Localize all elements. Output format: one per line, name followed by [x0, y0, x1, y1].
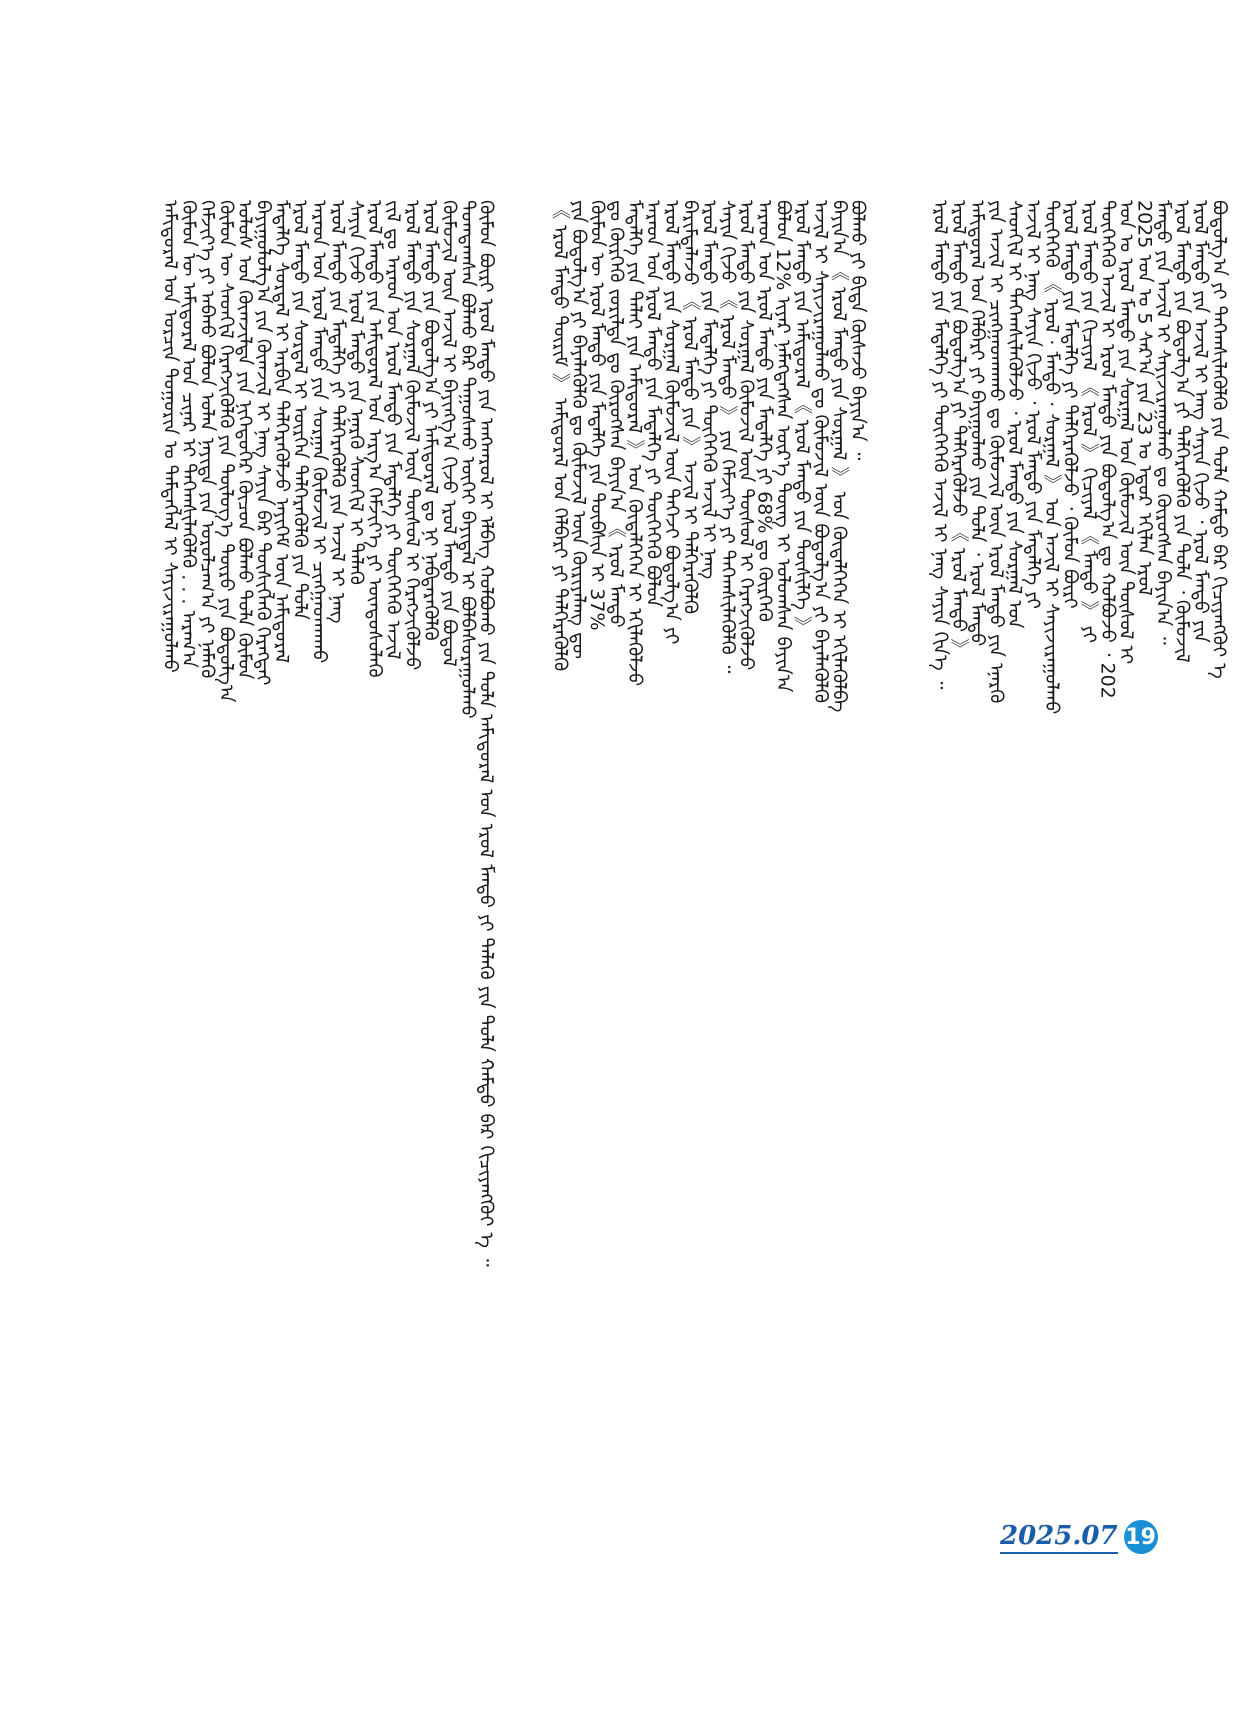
text-line: ᠪᠠᠶᠢᠨ᠎ᠠ 《 ᠡᠷᠦᠯ ᠮᠡᠨᠳᠦ ᠶᠢᠨ ᠰᠤᠷᠭᠠᠯ 》 ᠤᠨ ᠬᠥᠳᠡᠯᠭᠡᠭᠡᠨ ᠢ ᠡᠬᠢᠯᠡᠭᠦᠯᠪᠡ	[828, 200, 850, 713]
text-line: 《 ᠡᠷᠦᠯ ᠮᠡᠨᠳᠦ ᠳᠦᠷᠢᠮ 》 ᠠᠮᠢᠳᠤᠷᠠᠯ ᠤᠨ ᠬᠡᠯᠪᠡᠷᠢ ᠶᠢ ᠳᠡᠯᠭᠡᠷᠡᠭᠦᠯᠬᠦ	[549, 200, 571, 672]
text-line: ᠬᠡᠮᠵᠢᠶ᠎ᠡ ᠶᠢ ᠠᠪᠬᠤ ᠪᠣᠯᠣᠨ ᠣᠯᠠᠨ ᠨᠡᠶᠢᠲᠡ ᠶᠢᠨ ᠣᠷᠣᠯᠴᠠᠭ᠎ᠠ ᠶᠢ ᠨᠡᠮᠡᠬᠦ	[196, 200, 219, 679]
text-line: ᠮᠡᠨᠳᠦ ᠶᠢᠨ ᠠᠵᠢᠯ ᠢ ᠰᠠᠶᠢᠵᠢᠷᠠᠭᠤᠯᠬᠤ ᠳᠤ ᠬᠦᠷᠦᠭᠰᠡᠨ ᠪᠠᠶᠢᠨ᠎ᠠ ᠃	[1152, 200, 1175, 645]
text-line: ᠠᠵᠢᠯ ᠢ ᠨᠡᠩ ᠰᠠᠶᠢᠨ ᠬᠢᠵᠦ ᠂ ᠡᠷᠦᠯ ᠮᠡᠨᠳᠦ ᠶᠢᠨ ᠮᠡᠳᠡᠯᠭᠡ ᠶᠢ	[1022, 200, 1044, 609]
text-line: ᠰᠠᠶᠢᠨ ᠬᠢᠵᠦ ᠡᠷᠦᠯ ᠮᠡᠨᠳᠦ ᠶᠢᠨ ᠡᠨᠡᠷᠭᠦ ᠰᠡᠳᠬᠢᠯ ᠢ ᠲᠡᠯᠡᠬᠦ	[345, 200, 367, 585]
text-line: ᠶᠢᠨ ᠠᠵᠢᠯ ᠢ ᠴᠢᠩᠭᠠᠳᠬᠠᠬᠤ ᠳᠤ ᠬᠥᠮᠦᠵᠢᠯ ᠦᠨ ᠡᠷᠦᠯ ᠮᠡᠨᠳᠦ ᠶᠢᠨ ᠡᠨᠡᠷᠭᠦ	[984, 200, 1007, 704]
text-line: ᠡᠷᠦᠯ ᠮᠡᠨᠳᠦ ᠶᠢᠨ ᠮᠡᠳᠡᠯᠭᠡ ᠶᠢ ᠳᠡᠯᠭᠡᠷᠡᠭᠦᠯᠬᠦ ᠶᠢᠨ ᠠᠵᠢᠯ ᠢ ᠨᠡᠩ	[326, 200, 349, 624]
text-line: ᠣᠨ ᠤ ᠡᠷᠦᠯ ᠮᠡᠨᠳᠦ ᠶᠢᠨ ᠰᠤᠷᠭᠠᠯ ᠤᠨ ᠬᠥᠮᠦᠵᠢᠯ ᠦᠨ ᠲᠥᠰᠥᠯ ᠢ	[1115, 200, 1137, 665]
text-line: ᠡᠷᠦᠯ ᠮᠡᠨᠳᠦ ᠶᠢᠨ ᠠᠮᠢᠳᠤᠷᠠᠯ 《 ᠡᠷᠦᠯ ᠮᠡᠨᠳᠦ ᠶᠢᠨ ᠲᠦᠰᠢᠯᠭᠡ 》	[790, 200, 813, 635]
text-column-2	[540, 0, 880, 1718]
text-line: 2025 ᠣᠨ ᠤ 5 ᠰᠠᠷ᠎ᠠ ᠶᠢᠨ 23 ᠤ ᠡᠳᠦᠷ ᠡᠬᠢᠯᠡᠨ ᠡᠷᠦᠯ	[1133, 200, 1156, 596]
text-line: ᠡᠷᠦᠯ ᠮᠡᠨᠳᠦ ᠶᠢᠨ ᠰᠤᠷᠭᠠᠯ ᠬᠥᠮᠦᠵᠢᠯ ᠦᠨ ᠲᠥᠰᠥᠯ ᠢ ᠬᠡᠷᠡᠭᠵᠢᠭᠦᠯᠵᠦ	[400, 200, 423, 671]
text-line: ᠡᠷᠦᠯ ᠮᠡᠨᠳᠦ ᠶᠢᠨ ᠠᠮᠢᠳᠤᠷᠠᠯ ᠤᠨ ᠠᠷᠭ᠎ᠠ ᠬᠡᠮᠵᠢᠶ᠎ᠡ ᠶᠢ ᠦᠨᠳᠦᠰᠦᠯᠡᠬᠦ	[363, 200, 386, 678]
text-line: ᠡᠷᠦᠯ ᠮᠡᠨᠳᠦ ᠶᠢᠨ ᠬᠢᠴᠢᠶᠡᠯ 《 ᠡᠷᠦᠯ 》 ᠬᠢᠴᠢᠶᠡᠯ 《 ᠮᠡᠨᠳᠦ 》 ᠶᠢ	[1077, 200, 1100, 644]
text-line: ᠵᠢᠯ ᠳᠤ ᠠᠷᠠᠳ ᠤᠨ ᠡᠷᠦᠯ ᠮᠡᠨᠳᠦ ᠶᠢᠨ ᠮᠡᠳᠡᠯᠭᠡ ᠶᠢ ᠲᠦᠭᠡᠬᠡᠬᠦ ᠠᠵᠢᠯ	[382, 200, 405, 660]
page-number-badge	[1124, 1520, 1158, 1554]
text-line: ᠠᠮᠢᠳᠤᠷᠠᠯ ᠤᠨ ᠣᠷᠴᠢᠨ ᠲᠣᠭᠣᠷᠢᠨ ᠤ ᠲᠡᠮᠳᠡᠭᠯᠡᠯ ᠢ ᠰᠠᠶᠢᠵᠢᠷᠠᠭᠤᠯᠬᠤ	[159, 200, 181, 673]
text-column-3	[920, 0, 1260, 1718]
text-line: ᠡᠷᠦᠯ ᠮᠡᠨᠳᠦ ᠶᠢᠨ ᠰᠤᠷᠭᠠᠯ ᠬᠥᠮᠦᠵᠢᠯ ᠦᠨ ᠲᠥᠰᠥᠯ ᠢ ᠬᠡᠷᠡᠭᠵᠢᠭᠦᠯᠵᠦ	[735, 200, 757, 671]
text-column-1	[150, 0, 498, 1718]
text-line: ᠬᠦᠮᠦᠨ ᠪᠦᠷᠢ ᠡᠷᠦᠯ ᠮᠡᠨᠳᠦ ᠶᠢᠨ ᠠᠩᠬᠠᠷᠤᠯ ᠢ ᠡᠯᠪᠡᠭ ᠬᠣᠯᠪᠣᠬᠤ ᠶᠢᠨ ᠲᠤᠯᠠ ᠠᠮᠢᠳᠤᠷᠠᠯ ᠤᠨ ᠡᠷᠦᠯ ᠮᠡᠨᠳᠦ ᠶᠢ ᠲᠡᠯᠡᠬᠦ ᠶᠢᠨ ᠲᠤᠯᠠ ᠬᠠᠮᠲᠤ ᠪᠠᠷ ᠬᠢᠴᠢᠶᠡᠩᠭᠦᠢ ᠡ ᠃	[475, 200, 498, 1267]
text-line: ᠪᠣᠯᠣᠨ 12% ᠢᠶᠡᠷ ᠨᠡᠮᠡᠭᠳᠡᠭᠰᠡᠨ ᠦᠷ᠎ᠡ ᠳᠦᠩ ᠢ ᠣᠯᠤᠭᠰᠠᠨ ᠪᠠᠶᠢᠨ᠎ᠠ	[772, 200, 795, 693]
text-line: ᠪᠣᠯᠬᠤ ᠶᠢ ᠪᠢᠳᠡ ᠬᠦᠰᠡᠵᠦ ᠪᠠᠶᠢᠨ᠎ᠠ ᠃	[846, 200, 869, 461]
text-line: ᠠᠷᠠᠳ ᠤᠨ ᠡᠷᠦᠯ ᠮᠡᠨᠳᠦ ᠶᠢᠨ ᠮᠡᠳᠡᠯᠭᠡ ᠶᠢ 68% ᠳᠤ ᠬᠦᠷᠭᠡᠬᠦ	[753, 200, 776, 622]
text-line: ᠠᠷᠠᠳ ᠤᠨ ᠡᠷᠦᠯ ᠮᠡᠨᠳᠦ ᠶᠢᠨ ᠰᠤᠷᠭᠠᠨ ᠬᠥᠮᠦᠵᠢᠯ ᠢ ᠴᠢᠩᠭᠠᠳᠬᠠᠬᠤ	[307, 200, 330, 664]
text-line: ᠡᠷᠦᠯ ᠮᠡᠨᠳᠦ ᠶᠢᠨ ᠪᠣᠳᠣᠯᠭ᠎ᠠ ᠶᠢ ᠳᠡᠯᠭᠡᠷᠡᠭᠦᠯᠬᠦ ᠶᠢᠨ ᠲᠤᠯᠠ ᠂ ᠬᠥᠮᠦᠵᠢᠯ	[1170, 200, 1193, 663]
text-line: ᠲᠦᠭᠡᠭᠡᠬᠦ ᠠᠵᠢᠯ ᠢ ᠡᠷᠦᠯ ᠮᠡᠨᠳᠦ ᠶᠢᠨ ᠪᠣᠳᠣᠯᠭ᠎ᠠ ᠳᠤ ᠬᠣᠯᠪᠣᠵᠤ ᠂ 202	[1096, 200, 1119, 699]
text-line: ᠶᠢᠨ ᠪᠣᠳᠣᠯᠭ᠎ᠠ ᠶᠢ ᠪᠡᠶᠡᠯᠡᠭᠦᠯᠬᠦ ᠳᠤ ᠬᠥᠮᠦᠵᠢᠯ ᠦᠨ ᠬᠦᠷᠢᠶᠡᠯᠡᠩ ᠳᠦ	[567, 200, 590, 660]
text-line: ᠤᠯᠤᠰ ᠤᠨ ᠬᠥᠭ᠍ᠵᠢᠯᠲᠡ ᠶᠢᠨ ᠨᠢᠭᠡᠳᠦᠭᠡᠷ ᠬᠦᠴᠦᠨ ᠪᠣᠯᠬᠤ ᠲᠤᠯᠠ ᠬᠦᠮᠦᠨ	[233, 200, 256, 680]
text-line: ᠳᠤ ᠬᠦᠷᠭᠡᠬᠦ ᠵᠣᠷᠢᠯᠲᠠ ᠳᠤ ᠬᠦᠷᠦᠭᠰᠡᠨ ᠪᠠᠶᠢᠨ᠎ᠠ 《 ᠡᠷᠦᠯ ᠮᠡᠨᠳᠦ	[604, 200, 627, 628]
text-line: ᠮᠡᠳᠡᠯᠭᠡ ᠶᠢᠨ ᠳᠠᠯᠠᠢ ᠶᠢᠨ ᠠᠮᠢᠳᠤᠷᠠᠯ 》 ᠤᠨ ᠬᠥᠳᠡᠯᠭᠡᠭᠡᠨ ᠢ ᠡᠬᠢᠯᠡᠭᠦᠯᠵᠦ	[623, 200, 646, 687]
text-line: ᠡᠷᠦᠯ ᠮᠡᠨᠳᠦ ᠶᠢᠨ ᠪᠣᠳᠣᠯᠭ᠎ᠠ ᠶᠢ ᠠᠮᠢᠳᠤᠷᠠᠯ ᠳᠤ ᠨᠢ ᠨᠡᠪᠲᠡᠷᠡᠭᠦᠯᠬᠦ	[419, 200, 442, 641]
text-line: ᠡᠷᠦᠯ ᠮᠡᠨᠳᠦ ᠶᠢᠨ ᠰᠤᠷᠲᠠᠯ ᠢ ᠥᠷᠭᠡᠨ ᠳᠡᠯᠭᠡᠷᠡᠭᠦᠯᠬᠦ ᠶᠢᠨ ᠲᠤᠯᠠ	[289, 200, 312, 621]
text-line: ᠪᠠᠷᠢᠮᠲᠠᠯᠠᠵᠤ 《 ᠡᠷᠦᠯ ᠮᠡᠨᠳᠦ ᠶᠢᠨ 》 ᠠᠵᠢᠯ ᠢ ᠳᠡᠯᠭᠡᠷᠡᠭᠦᠯᠬᠦ	[679, 200, 702, 615]
text-line: ᠰᠡᠳᠬᠢᠯ ᠢ ᠳᠡᠭᠡᠭ᠍ᠰᠢᠯᠡᠭᠦᠯᠵᠦ ᠂ ᠡᠷᠦᠯ ᠮᠡᠨᠳᠦ ᠶᠢᠨ ᠰᠤᠷᠭᠠᠯ ᠤᠨ	[1003, 200, 1026, 629]
page-folio	[1000, 1520, 1158, 1554]
text-line: ᠬᠦᠮᠦᠨ ᠦ ᠰᠡᠳᠬᠢᠯ ᠭᠡᠷᠡᠭᠵᠢᠭᠦᠯᠬᠦ ᠶᠢᠨ ᠲᠥᠯᠥᠭ᠎ᠡ ᠲᠥᠷᠥ ᠶᠢᠨ ᠪᠣᠳᠣᠯᠭ᠎ᠠ	[214, 200, 237, 703]
text-line: ᠬᠥᠮᠦᠵᠢᠯ ᠦᠨ ᠠᠵᠢᠯ ᠢ ᠪᠠᠶᠢᠩᠭ᠎ᠠ ᠬᠢᠵᠦ ᠡᠷᠦᠯ ᠮᠡᠨᠳᠦ ᠶᠢᠨ ᠪᠣᠳᠣᠯ	[438, 200, 460, 667]
text-line: ᠬᠦᠮᠦᠨ ᠦ ᠡᠷᠦᠯ ᠮᠡᠨᠳᠦ ᠶᠢᠨ ᠮᠡᠳᠡᠯᠭᠡ ᠶᠢᠨ ᠲᠦᠪᠰᠢᠨ ᠢ 37%	[586, 200, 609, 631]
text-line: ᠪᠣᠳᠣᠯᠭ᠎ᠠ ᠶᠢ ᠳᠡᠭᠡᠭ᠍ᠰᠢᠯᠡᠭᠦᠯᠬᠦ ᠶᠢᠨ ᠲᠤᠯᠠ ᠬᠠᠮᠲᠤ ᠪᠠᠷ ᠬᠢᠴᠢᠶᠡᠩᠭᠦᠢ ᠡ	[1208, 200, 1230, 679]
text-line: ᠡᠷᠦᠯ ᠮᠡᠨᠳᠦ ᠶᠢᠨ ᠰᠤᠷᠭᠠᠯ ᠬᠥᠮᠦᠵᠢᠯ ᠦᠨ ᠳᠡᠭᠡᠵᠢ ᠪᠣᠳᠣᠯᠭ᠎ᠠ ᠶᠢ	[660, 200, 683, 645]
text-line: ᠠᠮᠢᠳᠤᠷᠠᠯ ᠤᠨ ᠬᠡᠯᠪᠡᠷᠢ ᠶᠢ ᠪᠠᠶᠢᠭᠤᠯᠬᠤ ᠶᠢᠨ ᠲᠤᠯᠠ ᠂ ᠡᠷᠦᠯ ᠮᠡᠨᠳᠦ	[966, 200, 989, 647]
text-line: ᠲᠦᠭᠡᠭᠡᠬᠦ 《 ᠡᠷᠦᠯ · ᠮᠡᠨᠳᠦ · ᠰᠤᠷᠭᠠᠯ 》 ᠤᠨ ᠠᠵᠢᠯ ᠢ ᠰᠠᠶᠢᠵᠢᠷᠠᠭᠤᠯᠬᠤ	[1040, 200, 1063, 715]
text-line: ᠪᠠᠶᠢᠭᠤᠯᠤᠯᠭ᠎ᠠ ᠶᠢᠨ ᠬᠥᠭ᠍ᠵᠢᠯ ᠢ ᠨᠡᠩ ᠰᠠᠶᠢᠨ ᠪᠠᠷ ᠲᠥᠰᠢᠭᠯᠡᠬᠦ ᠬᠡᠷᠡᠭᠲᠡᠶ	[252, 200, 274, 686]
text-line: ᠡᠷᠦᠯ ᠮᠡᠨᠳᠦ ᠶᠢᠨ ᠮᠡᠳᠡᠯᠭᠡ ᠶᠢ ᠲᠦᠭᠡᠭᠡᠬᠦ ᠠᠵᠢᠯ ᠢ ᠨᠡᠩ ᠰᠠᠶᠢᠨ ᠬᠢᠨ᠎ᠡ ᠃	[929, 200, 951, 690]
text-line: ᠠᠷᠠᠳ ᠤᠨ ᠡᠷᠦᠯ ᠮᠡᠨᠳᠦ ᠶᠢᠨ ᠮᠡᠳᠡᠯᠭᠡ ᠶᠢ ᠲᠥᠭᠡᠭᠡᠬᠦ ᠪᠣᠯᠣᠨ	[642, 200, 664, 608]
issue-date: 2025.07	[1000, 1521, 1118, 1554]
text-line: ᠡᠷᠦᠯ ᠮᠡᠨᠳᠦ ᠶᠢᠨ ᠠᠵᠢᠯ ᠢ ᠨᠡᠩ ᠰᠠᠶᠢᠨ ᠬᠢᠵᠦ ᠂ ᠡᠷᠦᠯ ᠮᠡᠨᠳᠦ ᠶᠢᠨ	[1189, 200, 1212, 643]
text-line: ᠰᠠᠶᠢᠨ ᠬᠢᠵᠦ 《 ᠡᠷᠦᠯ ᠮᠡᠨᠳᠦ 》 ᠶᠢᠨ ᠬᠡᠮᠵᠢᠶ᠎ᠡ ᠶᠢ ᠳᠡᠭᠡᠭ᠍ᠰᠢᠯᠡᠭᠦᠯᠬᠦ ᠃	[716, 200, 739, 674]
text-line: ᠬᠦᠮᠦᠨ ᠦ ᠠᠮᠢᠳᠤᠷᠠᠯ ᠤᠨ ᠴᠢᠨᠠᠷ ᠢ ᠳᠡᠭᠡᠭ᠍ᠰᠢᠯᠡᠭᠦᠯᠬᠦ . . . ᠠᠷᠠᠭ᠎ᠠ	[177, 200, 200, 668]
text-line: ᠡᠷᠦᠯ ᠮᠡᠨᠳᠦ ᠶᠢᠨ ᠮᠡᠳᠡᠯᠭᠡ ᠶᠢ ᠳᠡᠯᠭᠡᠷᠡᠭᠦᠯᠵᠦ ᠂ ᠬᠦᠮᠦᠨ ᠪᠦᠷᠢ	[1059, 200, 1082, 609]
text-line: ᠠᠵᠢᠯ ᠢ ᠰᠠᠶᠢᠵᠢᠷᠠᠭᠤᠯᠬᠤ ᠳᠤ ᠬᠥᠮᠦᠵᠢᠯ ᠦᠨ ᠪᠣᠳᠣᠯᠭ᠎ᠠ ᠶᠢ ᠪᠡᠶᠡᠯᠡᠭᠦᠯᠬᠦ	[809, 200, 832, 704]
text-line: ᠡᠷᠦᠯ ᠮᠡᠨᠳᠦ ᠶᠢᠨ ᠪᠣᠳᠣᠯᠭ᠎ᠠ ᠶᠢ ᠳᠡᠯᠭᠡᠷᠡᠭᠦᠯᠵᠦ 《 ᠡᠷᠦᠯ ᠮᠡᠨᠳᠦ 》	[947, 200, 970, 658]
text-line: ᠡᠷᠦᠯ ᠮᠡᠨᠳᠦ ᠶᠢᠨ ᠮᠡᠳᠡᠯᠭᠡ ᠶᠢ ᠲᠦᠭᠡᠭᠡᠬᠦ ᠠᠵᠢᠯ ᠢ ᠨᠡᠩ	[697, 200, 720, 580]
page-number: 19	[1125, 1524, 1156, 1550]
text-line: ᠮᠡᠳᠡᠯᠭᠡ ᠰᠤᠷᠲᠠᠯ ᠢ ᠠᠷᠪᠢᠨ ᠳᠡᠯᠭᠡᠷᠡᠭᠦᠯᠵᠦ ᠨᠡᠶᠢᠭᠡᠮ ᠦᠨ ᠠᠮᠢᠳᠤᠷᠠᠯ	[270, 200, 293, 664]
text-line: ᠲᠣᠭᠲᠠᠭᠰᠠᠨ ᠪᠣᠯᠬᠤ ᠪᠡᠷ ᠲᠠᠭᠤᠰᠬᠤ ᠦᠭᠡᠢ ᠪᠠᠶᠢᠳᠠᠯ ᠢ ᠪᠣᠯᠪᠠᠰᠤᠷᠠᠭᠤᠯᠬᠤ	[456, 200, 479, 719]
